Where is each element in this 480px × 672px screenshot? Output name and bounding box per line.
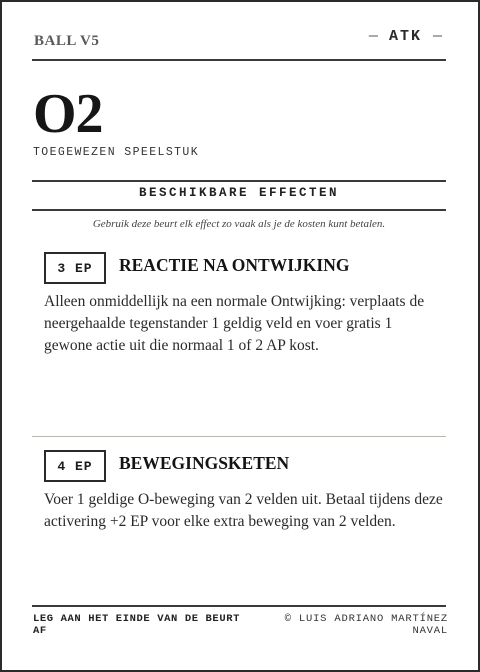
section-title: BESCHIKBARE EFFECTEN bbox=[138, 186, 340, 200]
effect-cost-badge: 3 EP bbox=[44, 252, 106, 284]
header-rule bbox=[32, 59, 446, 61]
effect-cost-badge: 4 EP bbox=[44, 450, 106, 482]
effect-description: Voer 1 geldige O-beweging van 2 velden uit. Betaal tijdens deze activering +2 EP voor elke extra beweging van 2 velden. bbox=[44, 491, 443, 530]
role-tag bbox=[369, 28, 442, 45]
effect-description: Alleen onmiddellijk na een normale Ontwijking: verplaats de neergehaalde tegenstander 1 geldig veld en voer gratis 1 gewone actie uit die normaal 1 of 2 AP kost. bbox=[44, 293, 425, 354]
set-name: BALL V5 bbox=[34, 33, 100, 49]
footer-credit: © LUIS ADRIANO MARTÍNEZ NAVAL bbox=[284, 613, 448, 637]
role-dash-left: — bbox=[368, 28, 378, 45]
piece-label: TOEGEWEZEN SPEELSTUK bbox=[33, 146, 200, 159]
section-note: Gebruik deze beurt elk effect zo vaak als je de kosten kunt betalen. bbox=[92, 218, 386, 230]
piece-id: O2 bbox=[33, 83, 103, 145]
role-label: ATK bbox=[388, 28, 422, 45]
section-rule-top bbox=[32, 180, 446, 182]
role-dash-right: — bbox=[432, 28, 442, 45]
effect-divider bbox=[32, 436, 446, 437]
section-rule-bottom bbox=[32, 209, 446, 211]
footer-rule bbox=[32, 605, 446, 607]
effect-title: REACTIE NA ONTWIJKING bbox=[119, 255, 350, 275]
effect-title: BEWEGINGSKETEN bbox=[119, 453, 290, 473]
footer-instruction: LEG AAN HET EINDE VAN DE BEURT AF bbox=[33, 613, 241, 637]
